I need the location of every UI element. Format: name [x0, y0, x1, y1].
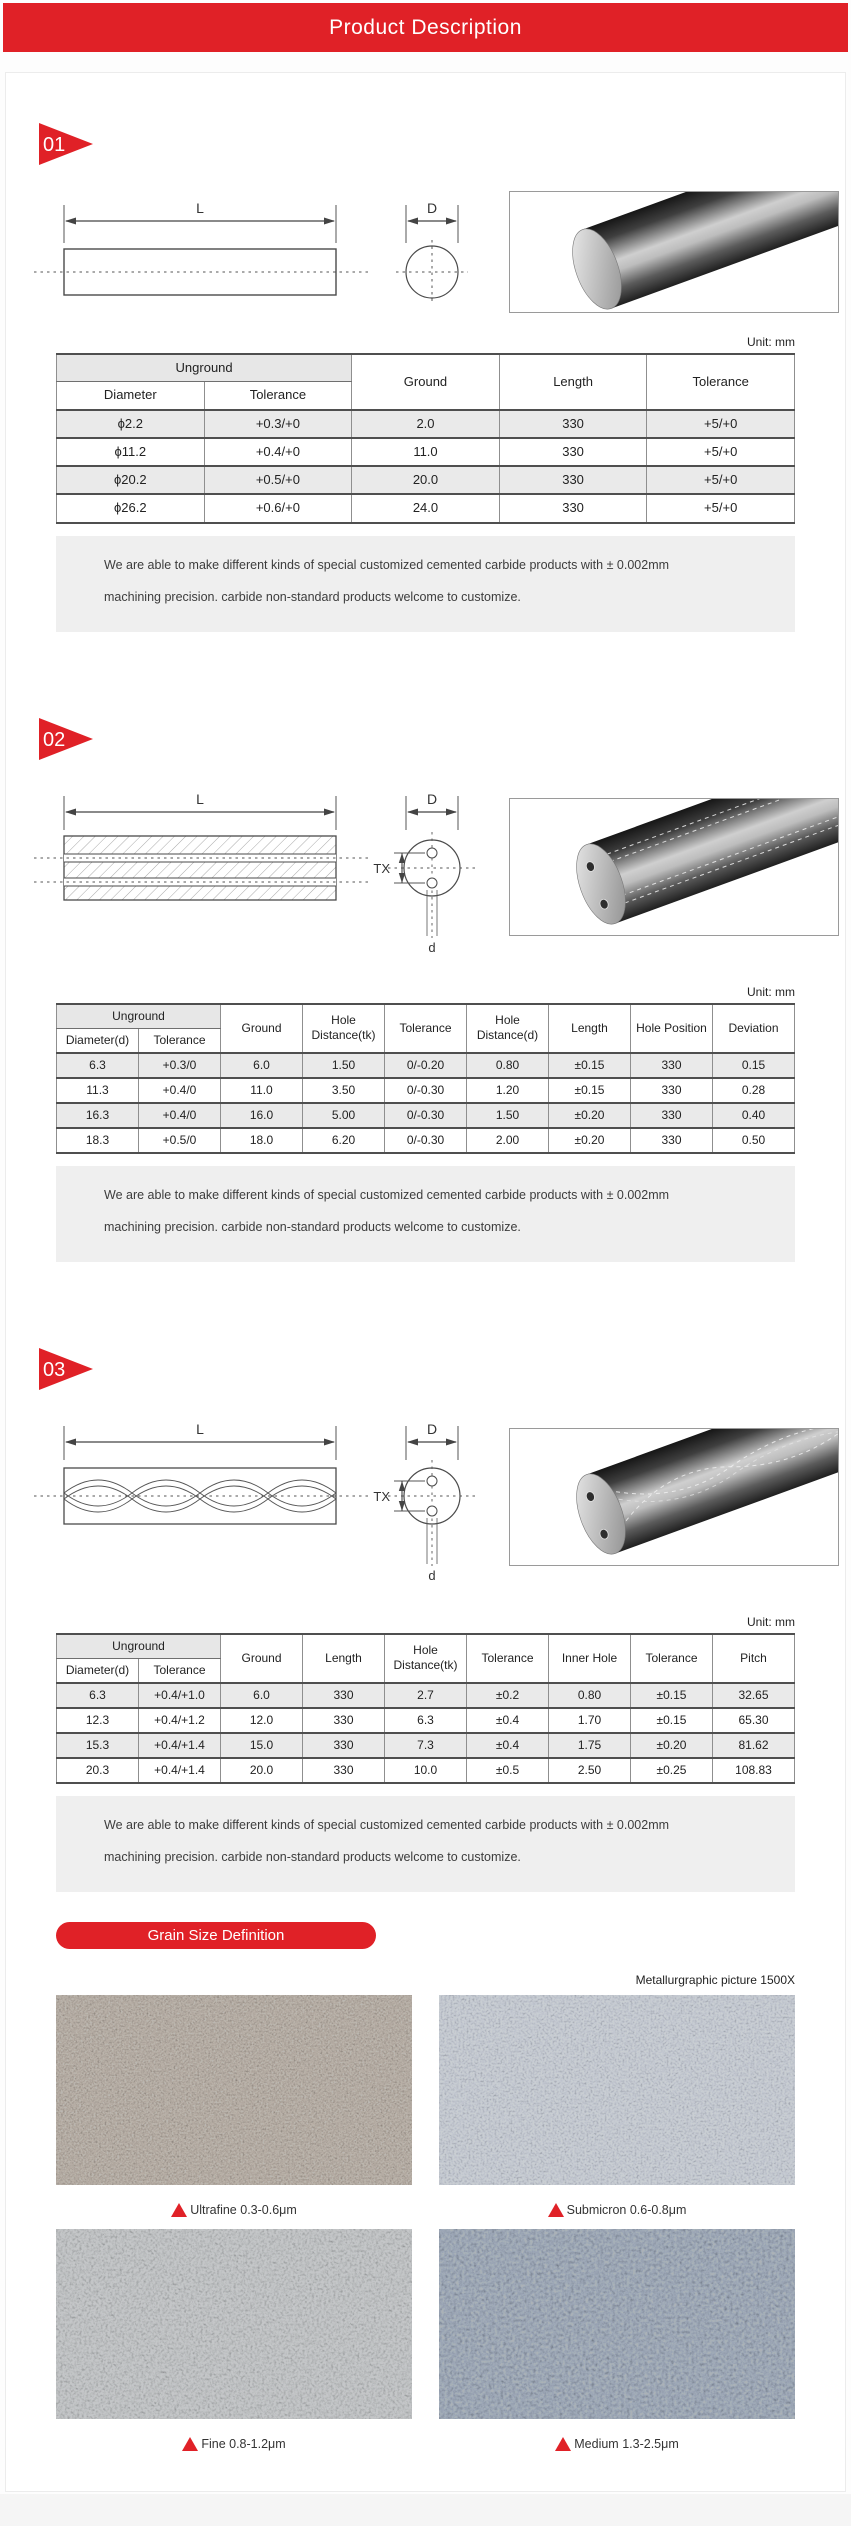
table-cell: ±0.20	[549, 1128, 631, 1153]
table-cell: 330	[303, 1708, 385, 1733]
table-row	[57, 1103, 795, 1128]
table-row	[57, 1078, 795, 1103]
table-cell: 0.40	[713, 1103, 795, 1128]
unit-label: Unit: mm	[747, 984, 795, 999]
table-cell: 0/-0.30	[385, 1128, 467, 1153]
table-cell: ±0.4	[467, 1733, 549, 1758]
table-cell: 330	[499, 494, 647, 522]
table-cell: ϕ20.2	[57, 466, 205, 494]
table-cell: 16.0	[221, 1103, 303, 1128]
table-row	[57, 1128, 795, 1153]
table-cell: 1.75	[549, 1733, 631, 1758]
table-cell: 330	[499, 410, 647, 438]
table-header-cell: Ground	[221, 1004, 303, 1053]
table-cell: +0.5/+0	[204, 466, 352, 494]
badge-number: 03	[43, 1358, 66, 1381]
table-cell: 1.20	[467, 1078, 549, 1103]
metallographic-note: Metallurgraphic picture 1500X	[635, 1972, 795, 1987]
table-cell: 12.3	[57, 1708, 139, 1733]
micrograph-label: Submicron 0.6-0.8μm	[566, 2202, 687, 2217]
table-cell: +0.5/0	[139, 1128, 221, 1153]
section-03	[6, 1262, 845, 1892]
footer-strip	[0, 2494, 851, 2526]
micrograph-label: Ultrafine 0.3-0.6μm	[190, 2202, 297, 2217]
table-cell: ±0.15	[631, 1708, 713, 1733]
table-header-cell: Hole Distance(d)	[467, 1004, 549, 1053]
coolant-hole-top	[427, 1476, 437, 1486]
table-cell: 6.3	[385, 1708, 467, 1733]
table-cell: ±0.20	[549, 1103, 631, 1128]
section-01-badge	[36, 121, 96, 167]
table-cell: +5/+0	[647, 438, 795, 466]
table-cell: +0.3/+0	[204, 410, 352, 438]
badge-number: 01	[43, 134, 66, 156]
table-cell: 330	[303, 1733, 385, 1758]
table-cell: +0.4/+0	[204, 438, 352, 466]
table-header-cell: Length	[303, 1634, 385, 1683]
table-header-cell: Length	[499, 354, 647, 410]
table-cell: 0/-0.20	[385, 1053, 467, 1078]
dim-label-diameter: D	[426, 200, 438, 216]
micrograph-grid	[56, 1995, 795, 2463]
table-header-cell: Tolerance	[385, 1004, 467, 1053]
table-cell: 108.83	[713, 1758, 795, 1783]
dim-label-hole-diameter: d	[428, 1567, 436, 1583]
table-header-cell: Inner Hole	[549, 1634, 631, 1683]
table-cell: 11.0	[221, 1078, 303, 1103]
table-cell: 6.3	[57, 1053, 139, 1078]
table-cell: ±0.4	[467, 1708, 549, 1733]
spec-table-01	[56, 353, 795, 524]
table-cell: +5/+0	[647, 494, 795, 522]
note-line: We are able to make different kinds of special customized cemented carbide products with ± 0.002mm	[104, 1817, 670, 1832]
dim-label-hole-diameter: d	[428, 939, 436, 955]
table-header-cell: Tolerance	[467, 1634, 549, 1683]
spec-table	[56, 1633, 795, 1784]
note-line: machining precision. carbide non-standard products welcome to customize.	[104, 1849, 521, 1864]
table-cell: 20.3	[57, 1758, 139, 1783]
micrograph-image	[439, 2229, 795, 2419]
table-cell: 1.70	[549, 1708, 631, 1733]
note-line: We are able to make different kinds of special customized cemented carbide products with ± 0.002mm	[104, 1187, 670, 1202]
section-02-diagrams	[6, 762, 845, 971]
table-header-cell: Tolerance	[631, 1634, 713, 1683]
table-header-cell: Unground	[57, 1634, 221, 1659]
rod-drawing-plain	[32, 191, 502, 321]
table-cell: +0.3/0	[139, 1053, 221, 1078]
table-cell: 0.28	[713, 1078, 795, 1103]
micrograph-fine	[56, 2229, 412, 2463]
dim-label-hole-distance: TX	[373, 1488, 390, 1504]
table-cell: 0/-0.30	[385, 1103, 467, 1128]
table-cell: 330	[631, 1053, 713, 1078]
table-header-cell: Tolerance	[647, 354, 795, 410]
page-title-bar	[3, 3, 848, 52]
micrograph-submicron	[439, 1995, 795, 2229]
customization-note	[56, 1166, 795, 1262]
rod-drawing-helical-holes	[32, 1416, 502, 1601]
spec-table	[56, 1003, 795, 1154]
table-cell: 0.15	[713, 1053, 795, 1078]
table-cell: 330	[303, 1683, 385, 1708]
table-header-cell: Diameter(d)	[57, 1028, 139, 1053]
table-header-cell: Ground	[221, 1634, 303, 1683]
table-header-cell: Deviation	[713, 1004, 795, 1053]
table-cell: +0.4/0	[139, 1103, 221, 1128]
table-cell: 2.0	[352, 410, 500, 438]
table-row	[57, 438, 795, 466]
micrograph-label: Medium 1.3-2.5μm	[574, 2436, 679, 2451]
section-02	[6, 632, 845, 1262]
table-cell: ϕ2.2	[57, 410, 205, 438]
table-cell: 20.0	[221, 1758, 303, 1783]
spec-table-03	[56, 1633, 795, 1784]
table-cell: +0.4/+1.2	[139, 1708, 221, 1733]
carbide-rod-image	[567, 798, 839, 931]
grain-size-section	[6, 1892, 845, 2463]
page-title: Product Description	[329, 15, 522, 39]
table-cell: 330	[303, 1758, 385, 1783]
table-cell: 15.3	[57, 1733, 139, 1758]
spec-table	[56, 353, 795, 524]
unit-label: Unit: mm	[747, 335, 795, 349]
table-cell: +0.4/+1.4	[139, 1733, 221, 1758]
table-header-cell: Tolerance	[139, 1658, 221, 1683]
table-row	[57, 1053, 795, 1078]
table-cell: ϕ26.2	[57, 494, 205, 522]
triangle-marker-icon	[555, 2437, 571, 2451]
table-cell: 65.30	[713, 1708, 795, 1733]
unit-label: Unit: mm	[747, 1614, 795, 1629]
table-cell: 330	[499, 466, 647, 494]
dim-label-hole-distance: TX	[373, 860, 390, 876]
badge-number: 02	[43, 728, 66, 751]
table-cell: 1.50	[303, 1053, 385, 1078]
table-cell: +0.4/+1.4	[139, 1758, 221, 1783]
table-cell: +5/+0	[647, 466, 795, 494]
table-cell: 330	[631, 1103, 713, 1128]
table-cell: 10.0	[385, 1758, 467, 1783]
section-01	[6, 73, 845, 632]
table-header-cell: Hole Distance(tk)	[385, 1634, 467, 1683]
table-header-cell: Pitch	[713, 1634, 795, 1683]
table-header-cell: Diameter(d)	[57, 1658, 139, 1683]
table-cell: +5/+0	[647, 410, 795, 438]
rod-drawing-straight-holes	[32, 786, 502, 971]
grain-size-banner-label: Grain Size Definition	[147, 1926, 285, 1944]
content-card	[5, 72, 846, 2492]
table-cell: 2.00	[467, 1128, 549, 1153]
dim-label-length: L	[196, 200, 204, 216]
spec-table-02	[56, 1003, 795, 1154]
micrograph-image	[439, 1995, 795, 2185]
coolant-hole-bottom	[427, 878, 437, 888]
table-cell: 6.3	[57, 1683, 139, 1708]
table-cell: 18.3	[57, 1128, 139, 1153]
table-header-cell: Tolerance	[204, 382, 352, 410]
table-cell: 11.0	[352, 438, 500, 466]
dim-label-length: L	[196, 790, 204, 807]
table-cell: 330	[499, 438, 647, 466]
table-cell: 12.0	[221, 1708, 303, 1733]
product-photo-plain-rod	[509, 191, 839, 313]
table-cell: 0/-0.30	[385, 1078, 467, 1103]
micrograph-label: Fine 0.8-1.2μm	[201, 2436, 286, 2451]
table-cell: 20.0	[352, 466, 500, 494]
customization-note	[56, 1796, 795, 1892]
table-cell: ±0.15	[549, 1078, 631, 1103]
section-03-badge	[36, 1346, 96, 1392]
coolant-hole-top	[427, 848, 437, 858]
table-cell: 32.65	[713, 1683, 795, 1708]
table-cell: ±0.25	[631, 1758, 713, 1783]
table-cell: 1.50	[467, 1103, 549, 1128]
dim-label-diameter: D	[426, 1420, 438, 1437]
table-row	[57, 1758, 795, 1783]
table-header-cell: Hole Position	[631, 1004, 713, 1053]
micrograph-image	[56, 2229, 412, 2419]
section-01-diagrams	[6, 167, 845, 321]
table-cell: 2.7	[385, 1683, 467, 1708]
table-cell: ϕ11.2	[57, 438, 205, 466]
triangle-marker-icon	[548, 2203, 564, 2217]
table-cell: 6.20	[303, 1128, 385, 1153]
table-cell: 5.00	[303, 1103, 385, 1128]
grain-size-banner	[56, 1922, 376, 1949]
table-cell: 6.0	[221, 1053, 303, 1078]
table-row	[57, 1708, 795, 1733]
rod-side-view	[64, 836, 336, 900]
coolant-hole-bottom	[427, 1506, 437, 1516]
note-line: machining precision. carbide non-standard products welcome to customize.	[104, 1219, 521, 1234]
table-cell: 18.0	[221, 1128, 303, 1153]
table-cell: ±0.20	[631, 1733, 713, 1758]
table-cell: 2.50	[549, 1758, 631, 1783]
table-cell: 3.50	[303, 1078, 385, 1103]
table-cell: 81.62	[713, 1733, 795, 1758]
table-cell: 15.0	[221, 1733, 303, 1758]
micrograph-medium	[439, 2229, 795, 2463]
table-header-cell: Unground	[57, 354, 352, 382]
micrograph-image	[56, 1995, 412, 2185]
table-header-cell: Hole Distance(tk)	[303, 1004, 385, 1053]
dim-label-length: L	[196, 1420, 204, 1437]
table-row	[57, 466, 795, 494]
table-cell: ±0.15	[549, 1053, 631, 1078]
carbide-rod-image	[563, 191, 839, 313]
table-cell: 24.0	[352, 494, 500, 522]
table-cell: ±0.2	[467, 1683, 549, 1708]
table-row	[57, 1683, 795, 1708]
table-cell: ±0.15	[631, 1683, 713, 1708]
table-cell: +0.6/+0	[204, 494, 352, 522]
note-line: We are able to make different kinds of special customized cemented carbide products with ± 0.002mm	[104, 557, 670, 572]
table-row	[57, 494, 795, 522]
table-cell: ±0.5	[467, 1758, 549, 1783]
table-cell: 330	[631, 1128, 713, 1153]
table-row	[57, 1733, 795, 1758]
table-header-cell: Unground	[57, 1004, 221, 1029]
dim-label-diameter: D	[426, 790, 438, 807]
table-cell: 0.80	[467, 1053, 549, 1078]
customization-note	[56, 536, 795, 632]
table-cell: 330	[631, 1078, 713, 1103]
table-cell: 6.0	[221, 1683, 303, 1708]
note-line: machining precision. carbide non-standard products welcome to customize.	[104, 589, 521, 604]
table-header-cell: Tolerance	[139, 1028, 221, 1053]
table-cell: +0.4/0	[139, 1078, 221, 1103]
table-header-cell: Ground	[352, 354, 500, 410]
triangle-marker-icon	[182, 2437, 198, 2451]
table-row	[57, 410, 795, 438]
product-photo-helical-hole-rod	[509, 1428, 839, 1566]
table-header-cell: Length	[549, 1004, 631, 1053]
table-cell: 7.3	[385, 1733, 467, 1758]
section-03-diagrams	[6, 1392, 845, 1601]
triangle-marker-icon	[171, 2203, 187, 2217]
table-cell: 16.3	[57, 1103, 139, 1128]
table-cell: +0.4/+1.0	[139, 1683, 221, 1708]
table-cell: 0.80	[549, 1683, 631, 1708]
product-photo-straight-hole-rod	[509, 798, 839, 936]
carbide-rod-image	[567, 1428, 839, 1561]
table-cell: 0.50	[713, 1128, 795, 1153]
micrograph-ultrafine	[56, 1995, 412, 2229]
table-header-cell: Diameter	[57, 382, 205, 410]
table-cell: 11.3	[57, 1078, 139, 1103]
section-02-badge	[36, 716, 96, 762]
